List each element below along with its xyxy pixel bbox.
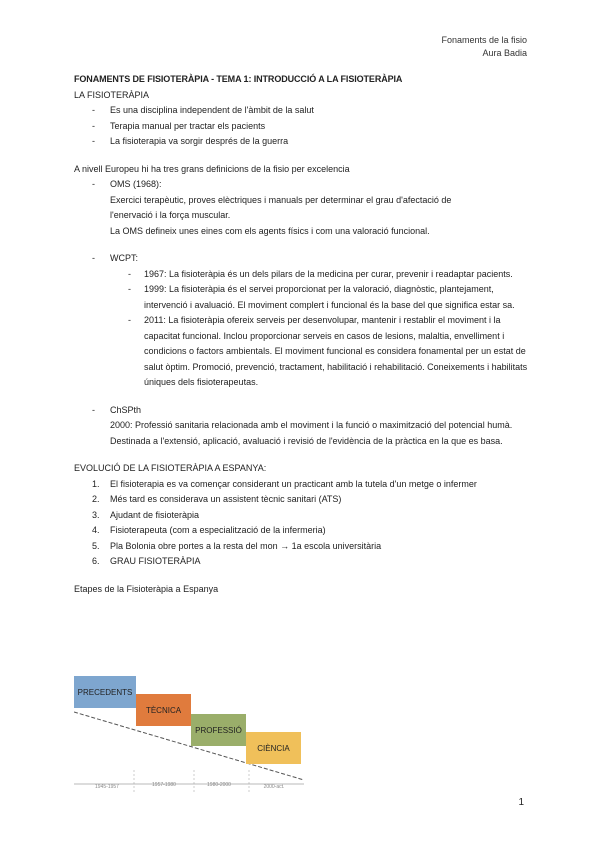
bullet-list [74, 103, 534, 150]
document-body [74, 72, 534, 597]
section-heading: Etapes de la Fisioteràpia a Espanya [74, 583, 219, 594]
document-title: FONAMENTS DE FISIOTERÀPIA - TEMA 1: INTRODUCCIÓ A LA FISIOTERÀPIA [74, 74, 403, 84]
paragraph: Exercici terapèutic, proves elèctriques i manuals per determinar el grau d'afectació de [110, 194, 452, 205]
paragraph: 2000: Professió sanitaria relacionada amb el moviment i la funció o maximització del potencial humà. Destinada a l'extensió, aplicació, avaluació i revisió de l'evidència de la pràctica en la que es basa. [110, 420, 513, 446]
list-item: 1. El fisioterapia es va començar considerant un practicant amb la tutela d'un metge o infermer [92, 478, 477, 489]
timeline-label: 2000-act. [263, 784, 285, 790]
section-heading: LA FISIOTERÀPIA [74, 89, 150, 100]
list-item: - 1967: La fisioteràpia és un dels pilars de la medicina per curar, prevenir i readaptar pacients. [74, 267, 534, 283]
paragraph: A nivell Europeu hi ha tres grans definicions de la fisio per excelencia [74, 163, 350, 174]
page-header [441, 34, 527, 60]
list-item: 2. Més tard es considerava un assistent tècnic sanitari (ATS) [92, 494, 342, 504]
paragraph: La OMS defineix unes eines com els agents físics i com una valoració funcional. [110, 225, 430, 236]
list-item: 6. GRAU FISIOTERÀPIA [92, 556, 201, 566]
bullet-list [74, 403, 534, 419]
stage-tecnica: TÈCNICA [136, 694, 191, 726]
list-item: 3. Ajudant de fisioteràpia [92, 509, 200, 520]
paragraph: l'enervació i la força muscular. [110, 210, 231, 220]
timeline-label: 1945-1957 [95, 784, 119, 790]
list-item: - Es una disciplina independent de l'àmbit de la salut [74, 103, 534, 119]
timeline-label: 1980-2000 [207, 782, 231, 788]
list-item: 4. Fisioterapeuta (com a especialització de la infermeria) [92, 525, 326, 535]
list-item: - Terapia manual per tractar els pacients [74, 119, 534, 135]
list-item: - OMS (1968): [74, 177, 534, 193]
stages-diagram [74, 670, 314, 792]
stage-precedents: PRECEDENTS [74, 676, 136, 708]
list-item: 5. Pla Bolonia obre portes a la resta del mon → 1a escola universitària [92, 540, 382, 551]
stage-professio: PROFESSIÓ [191, 714, 246, 746]
section-heading: EVOLUCIÓ DE LA FISIOTERÀPIA A ESPANYA: [74, 463, 267, 473]
nested-bullet-list [74, 267, 534, 391]
list-item: - 2011: La fisioteràpia ofereix serveis per desenvolupar, mantenir i restablir el moviment i la capacitat funcional. Inclou proporcionar serveis en casos de lesions, malaltia, envelliment i condicions o factors ambientals. El moviment funcional es considera fonamental per un estat de salut òptim. Promoció, prevenció, tractament, habilitació i rehabilitació. Coneixements i habilitats úniques dels fisioterapeutas. [74, 313, 534, 391]
stage-ciencia: CIÈNCIA [246, 732, 301, 764]
list-item: - ChSPth [74, 403, 534, 419]
bullet-list [74, 251, 534, 267]
list-item: - La fisioterapia va sorgir després de la guerra [74, 134, 534, 150]
page-number: 1 [518, 797, 524, 808]
bullet-list [74, 177, 534, 193]
numbered-list [74, 477, 534, 570]
list-item: - 1999: La fisioteràpia és el servei proporcionat per la valoració, diagnòstic, plantejament, intervenció i avaluació. El moviment complert i funcional és la base del que significa estar sa. [74, 282, 534, 313]
timeline-label: 1957-1980 [152, 782, 176, 788]
header-title: Fonaments de la fisio [441, 35, 527, 45]
header-author: Aura Badia [482, 48, 527, 58]
list-item: - WCPT: [74, 251, 534, 267]
